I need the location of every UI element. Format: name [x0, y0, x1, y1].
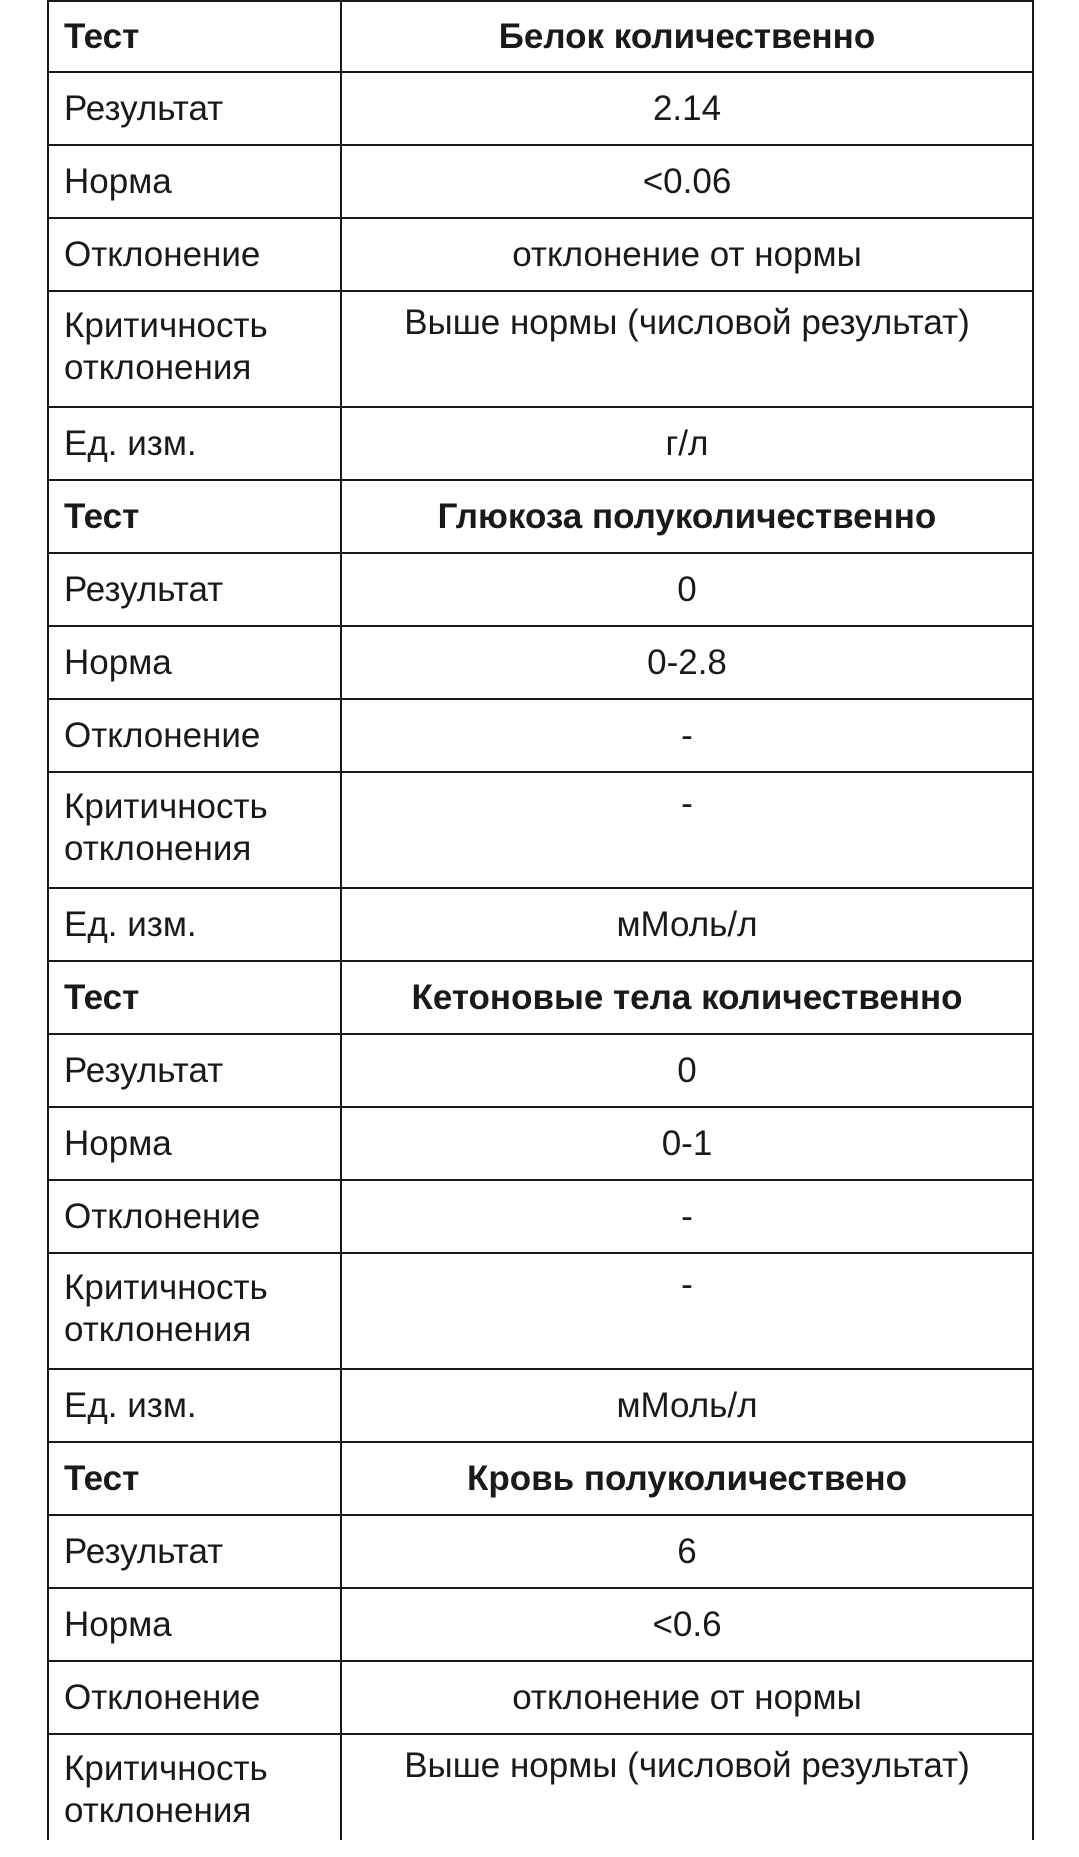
test-header-row	[49, 0, 1032, 73]
criticality-row	[49, 292, 1032, 408]
test-name: Белок количественно	[498, 16, 876, 56]
result-value: 2.14	[652, 88, 722, 128]
deviation-label: Отклонение	[49, 1662, 342, 1733]
test-header-row	[49, 481, 1032, 554]
test-name: Глюкоза полуколичественно	[437, 496, 937, 536]
norm-value: <0.06	[642, 161, 732, 201]
unit-row	[49, 889, 1032, 962]
unit-row	[49, 1370, 1032, 1443]
criticality-label: Критичность отклонения	[49, 292, 342, 406]
result-row	[49, 73, 1032, 146]
test-label: Тест	[49, 1443, 342, 1514]
criticality-value: -	[681, 1265, 693, 1304]
deviation-label: Отклонение	[49, 219, 342, 290]
result-value: 0	[677, 569, 697, 609]
norm-row	[49, 1108, 1032, 1181]
norm-value: <0.6	[652, 1604, 722, 1644]
test-name: Кетоновые тела количественно	[411, 977, 963, 1017]
test-label: Тест	[49, 962, 342, 1033]
norm-value: 0-2.8	[647, 642, 727, 682]
unit-value: мМоль/л	[616, 904, 758, 944]
criticality-value: -	[681, 784, 693, 823]
deviation-row	[49, 1181, 1032, 1254]
deviation-value: -	[681, 715, 693, 755]
norm-label: Норма	[49, 627, 342, 698]
criticality-label: Критичность отклонения	[49, 1254, 342, 1368]
result-row	[49, 1035, 1032, 1108]
norm-row	[49, 1589, 1032, 1662]
unit-label: Ед. изм.	[49, 1370, 342, 1441]
criticality-value: Выше нормы (числовой результат)	[404, 303, 970, 342]
result-label: Результат	[49, 1035, 342, 1106]
deviation-row	[49, 1662, 1032, 1735]
deviation-row	[49, 219, 1032, 292]
test-header-row	[49, 962, 1032, 1035]
unit-row	[49, 408, 1032, 481]
result-label: Результат	[49, 73, 342, 144]
test-label: Тест	[49, 481, 342, 552]
result-label: Результат	[49, 554, 342, 625]
deviation-value: отклонение от нормы	[512, 234, 862, 274]
norm-label: Норма	[49, 1589, 342, 1660]
criticality-row	[49, 773, 1032, 889]
unit-label: Ед. изм.	[49, 889, 342, 960]
result-label: Результат	[49, 1516, 342, 1587]
unit-value: мМоль/л	[616, 1385, 758, 1425]
deviation-label: Отклонение	[49, 1181, 342, 1252]
norm-label: Норма	[49, 1108, 342, 1179]
result-value: 0	[677, 1050, 697, 1090]
norm-row	[49, 627, 1032, 700]
result-row	[49, 1516, 1032, 1589]
deviation-value: -	[681, 1196, 693, 1236]
test-label: Тест	[49, 2, 342, 71]
unit-label: Ед. изм.	[49, 408, 342, 479]
deviation-value: отклонение от нормы	[512, 1677, 862, 1717]
result-row	[49, 554, 1032, 627]
test-name: Кровь полуколичествено	[466, 1458, 908, 1498]
result-value: 6	[677, 1531, 697, 1571]
criticality-row	[49, 1735, 1032, 1840]
norm-row	[49, 146, 1032, 219]
deviation-label: Отклонение	[49, 700, 342, 771]
lab-results-table	[47, 0, 1034, 1840]
criticality-row	[49, 1254, 1032, 1370]
criticality-value: Выше нормы (числовой результат)	[404, 1746, 970, 1785]
unit-value: г/л	[665, 423, 709, 463]
test-header-row	[49, 1443, 1032, 1516]
norm-value: 0-1	[661, 1123, 713, 1163]
norm-label: Норма	[49, 146, 342, 217]
deviation-row	[49, 700, 1032, 773]
criticality-label: Критичность отклонения	[49, 1735, 342, 1840]
criticality-label: Критичность отклонения	[49, 773, 342, 887]
